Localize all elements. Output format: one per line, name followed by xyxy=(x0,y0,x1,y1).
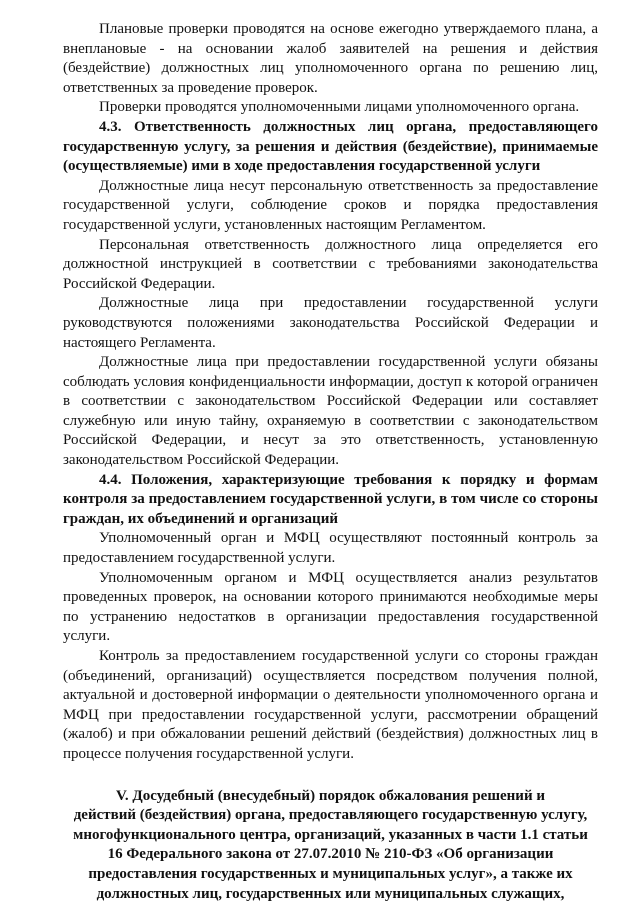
paragraph-4-4-1: Уполномоченный орган и МФЦ осуществляют постоянный контроль за предоставлением государственной услуги. xyxy=(63,530,598,567)
heading-section-5-line: V. Досудебный (внесудебный) порядок обжалования решений и xyxy=(116,787,545,804)
section-spacer xyxy=(63,765,598,787)
heading-section-5-line: многофункционального центра, организаций, указанных в части 1.1 статьи xyxy=(73,826,588,843)
paragraph-4-4-3: Контроль за предоставлением государственной услуги со стороны граждан (объединений, организаций) осуществляется посредством получения полной, актуальной и достоверной информации о деятельности уполномоченного органа и МФЦ при предоставлении государственной услуги, рассмотрении обращений (жалоб) и при обжаловании решений действий (бездействия) должностных лиц в процессе получения государственной услуги. xyxy=(63,648,598,762)
heading-section-5-line: предоставления государственных и муниципальных услуг», а также их xyxy=(88,865,573,882)
heading-section-5-line: действий (бездействия) органа, предоставляющего государственную услугу, xyxy=(73,807,588,824)
heading-section-5 xyxy=(63,787,598,905)
heading-4-4: 4.4. Положения, характеризующие требования к порядку и формам контроля за предоставлением государственной услуги, в том числе со стороны граждан, их объединений и организаций xyxy=(63,471,598,527)
heading-4-3: 4.3. Ответственность должностных лиц органа, предоставляющего государственную услугу, за решения и действия (бездействие), принимаемые (осуществляемые) ими в ходе предоставления государственной услуги xyxy=(63,118,598,175)
paragraph-checks-performed: Проверки проводятся уполномоченными лицами уполномоченного органа. xyxy=(99,99,580,116)
heading-section-5-line: 16 Федерального закона от 27.07.2010 № 210-ФЗ «Об организации xyxy=(107,846,554,863)
paragraph-4-3-2: Персональная ответственность должностного лица определяется его должностной инструкцией в соответствии с требованиями законодательства Российской Федерации. xyxy=(63,236,598,292)
paragraph-planned-checks: Плановые проверки проводятся на основе ежегодно утверждаемого плана, а внеплановые - на основании жалоб заявителей на решения и действия (бездействие) должностных лиц уполномоченного органа по решению лиц, ответственных за проведение проверок. xyxy=(63,21,598,96)
heading-section-5-line: должностных лиц, государственных или муниципальных служащих, xyxy=(96,885,565,902)
paragraph-4-3-3: Должностные лица при предоставлении государственной услуги руководствуются положениями законодательства Российской Федерации и настоящего Регламента. xyxy=(63,295,598,351)
paragraph-4-3-4: Должностные лица при предоставлении государственной услуги обязаны соблюдать условия конфиденциальности информации, доступ к которой ограничен в соответствии с законодательством Российской Федерации или составляет служебную или иную тайну, охраняемую в соответствии с законодательством Российской Федерации, и несут за это ответственность, установленную законодательством Российской Федерации. xyxy=(63,354,598,469)
paragraph-4-4-2: Уполномоченным органом и МФЦ осуществляется анализ результатов проведенных проверок, на основании которого принимаются необходимые меры по устранению недостатков в организации предоставления государственной услуги. xyxy=(63,569,598,645)
paragraph-4-3-1: Должностные лица несут персональную ответственность за предоставление государственной услуги, соблюдение сроков и порядка предоставления государственной услуги, установленных настоящим Регламентом. xyxy=(63,177,598,233)
